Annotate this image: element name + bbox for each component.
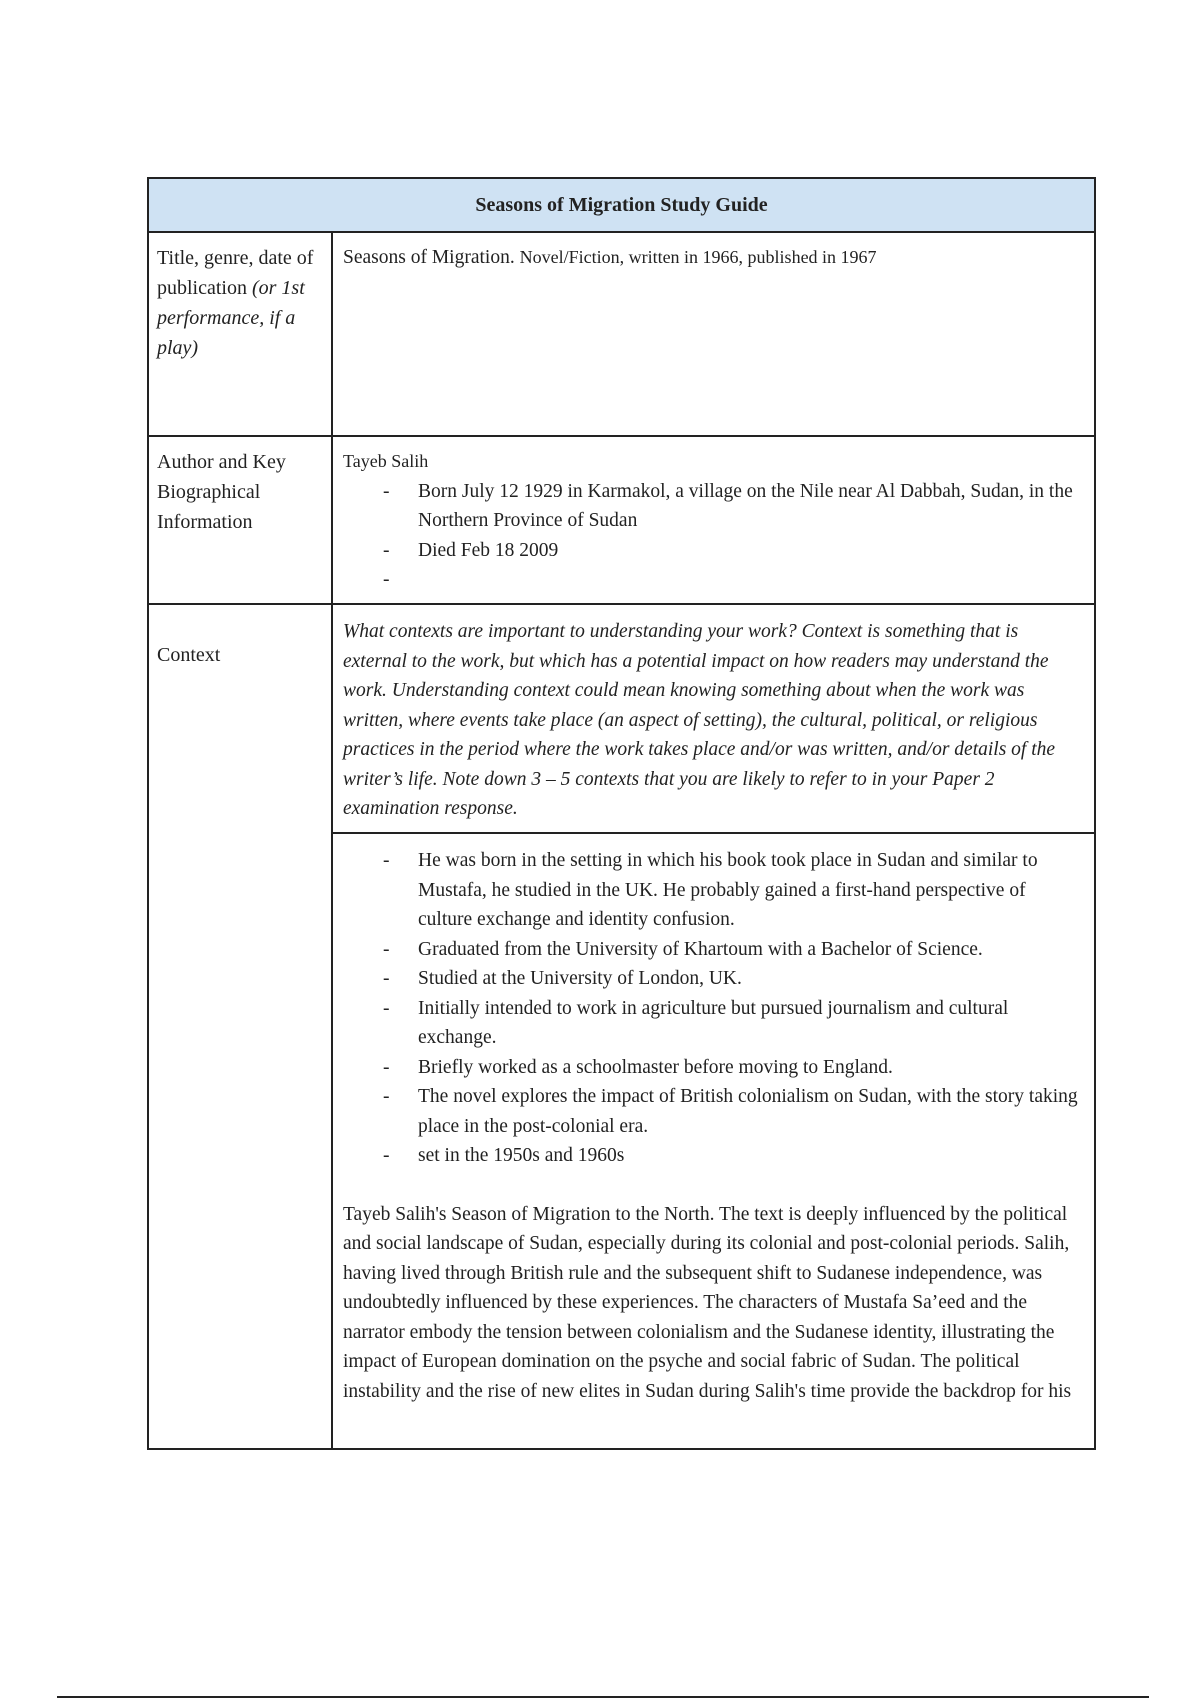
- row-author: [149, 437, 1094, 605]
- row-value: [333, 605, 1094, 1448]
- author-name: Tayeb Salih: [343, 451, 429, 471]
- context-paragraph: Tayeb Salih's Season of Migration to the North. The text is deeply influenced by the political and social landscape of Sudan, especially during its colonial and post-colonial periods. Salih, having lived through British rule and the subsequent shift to Sudanese independence, was undoubtedly influenced by these experiences. The characters of Mustafa Sa’eed and the narrator embody the tension between colonialism and the Sudanese identity, illustrating the impact of European domination on the psyche and social fabric of Sudan. The political instability and the rise of new elites in Sudan during Salih's time provide the backdrop for his: [343, 1203, 1072, 1402]
- row-title-genre: [149, 233, 1094, 437]
- row-value: [333, 233, 1094, 435]
- list-item: - The novel explores the impact of British colonialism on Sudan, with the story taking place in the post-colonial era.: [383, 1082, 1084, 1141]
- context-answer: [333, 834, 1094, 1448]
- context-prompt: What contexts are important to understanding your work? Context is something that is external to the work, but which has a potential impact on how readers may understand the work. Understanding context could mean knowing something about when the work was written, where events take place (an aspect of setting), the cultural, political, or religious practices in the period where the work takes place and/or was written, and/or details of the writer’s life. Note down 3 – 5 contexts that you are likely to refer to in your Paper 2 examination response.: [333, 605, 1094, 834]
- row-label: Context: [149, 605, 333, 1448]
- list-item: - Graduated from the University of Khartoum with a Bachelor of Science.: [383, 935, 1084, 965]
- genre-dates: Novel/Fiction, written in 1966, published in 1967: [519, 247, 877, 267]
- label-text: Title, genre, date of publication: [157, 247, 314, 299]
- list-item: [383, 565, 1084, 594]
- table-title: Seasons of Migration Study Guide: [149, 179, 1094, 233]
- list-item: - Died Feb 18 2009: [383, 536, 1084, 566]
- row-value: [333, 437, 1094, 603]
- row-label: [149, 233, 333, 435]
- list-item: - Briefly worked as a schoolmaster before moving to England.: [383, 1053, 1084, 1083]
- author-bullets: [343, 477, 1084, 595]
- page-divider: [57, 1696, 1149, 1698]
- list-item: - Studied at the University of London, UK.: [383, 964, 1084, 994]
- row-label: Author and Key Biographical Information: [149, 437, 333, 603]
- study-guide-table: [147, 177, 1096, 1450]
- list-item: - He was born in the setting in which his book took place in Sudan and similar to Mustafa, he studied in the UK. He probably gained a first-hand perspective of culture exchange and identity confusion.: [383, 846, 1084, 935]
- context-bullets: [343, 846, 1084, 1171]
- list-item: - Born July 12 1929 in Karmakol, a village on the Nile near Al Dabbah, Sudan, in the Northern Province of Sudan: [383, 477, 1084, 536]
- row-context: [149, 605, 1094, 1448]
- work-title: Seasons of Migration.: [343, 247, 515, 268]
- list-item: - Initially intended to work in agriculture but pursued journalism and cultural exchange.: [383, 994, 1084, 1053]
- list-item: - set in the 1950s and 1960s: [383, 1141, 1084, 1171]
- label-italic-note: (or 1st performance, if a play): [157, 277, 305, 359]
